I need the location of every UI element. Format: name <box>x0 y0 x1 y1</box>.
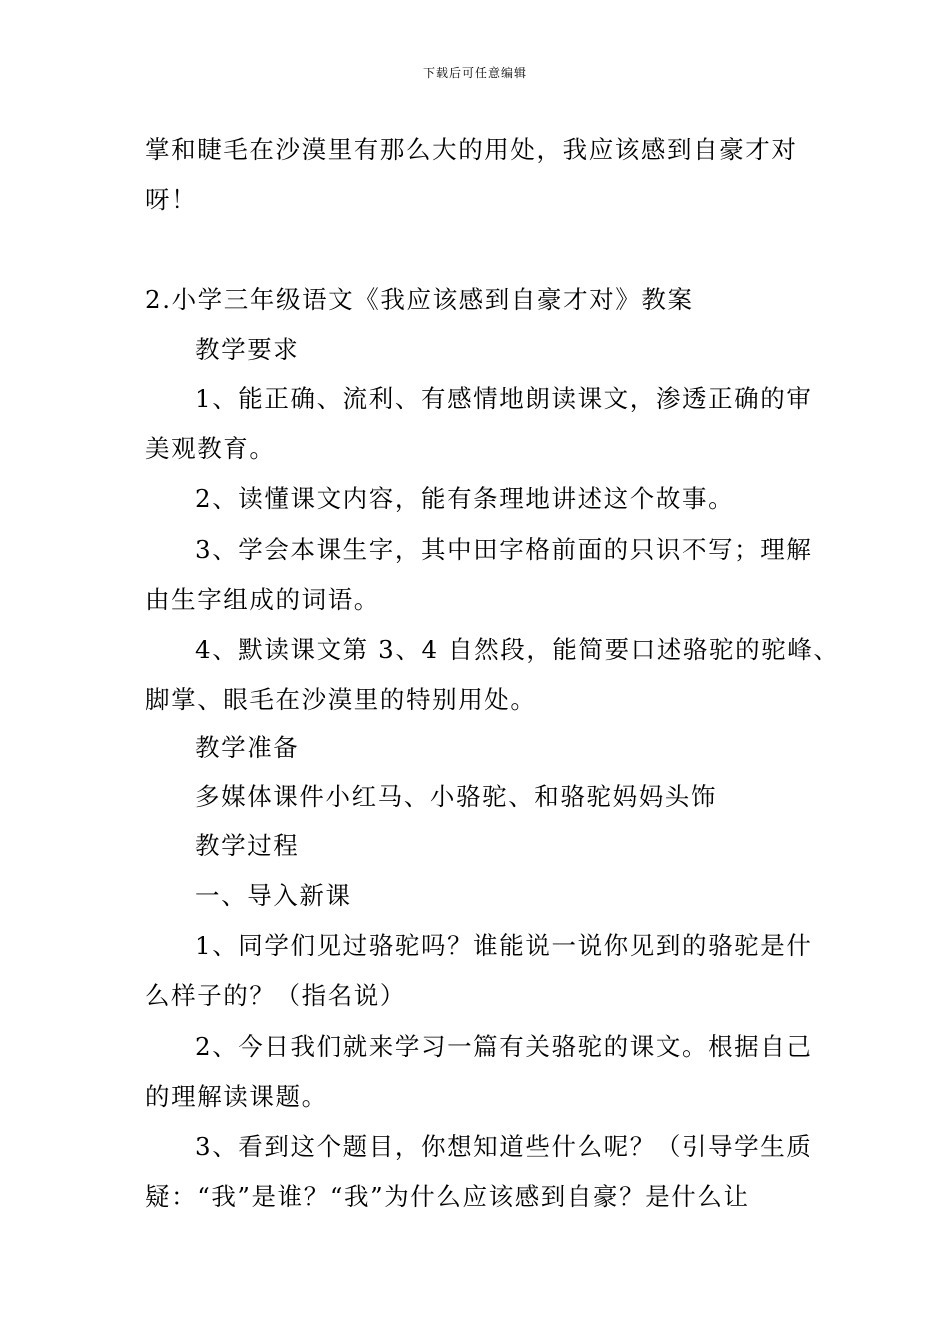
text-line: 由生字组成的词语。 <box>145 585 380 614</box>
text-line: 的理解读课题。 <box>145 1082 328 1111</box>
text-line: 美观教育。 <box>145 434 276 463</box>
page-header: 下载后可任意编辑 <box>422 66 527 80</box>
text-line: 3、学会本课生字，其中田字格前面的只识不写；理解 <box>195 535 813 564</box>
text-line: 么样子的？（指名说） <box>145 981 406 1010</box>
subheading: 教学要求 <box>195 335 300 364</box>
text-line: 4、默读课文第 3、4 自然段，能简要口述骆驼的驼峰、 <box>195 635 840 664</box>
subheading: 教学准备 <box>195 733 300 762</box>
text-line: 1、同学们见过骆驼吗？谁能说一说你见到的骆驼是什 <box>195 931 813 960</box>
text-line: 呀！ <box>145 185 198 214</box>
section-title: 2.小学三年级语文《我应该感到自豪才对》教案 <box>145 285 694 314</box>
text-line: 3、看到这个题目，你想知道些什么呢？（引导学生质 <box>195 1132 813 1161</box>
text-line: 脚掌、眼毛在沙漠里的特别用处。 <box>145 685 537 714</box>
text-line: 掌和睫毛在沙漠里有那么大的用处，我应该感到自豪才对 <box>145 135 798 164</box>
subheading: 一、导入新课 <box>195 881 352 910</box>
subheading: 教学过程 <box>195 831 300 860</box>
text-line: 疑：“我”是谁？“我”为什么应该感到自豪？是什么让 <box>145 1182 750 1211</box>
text-line: 多媒体课件小红马、小骆驼、和骆驼妈妈头饰 <box>195 782 717 811</box>
text-line: 2、今日我们就来学习一篇有关骆驼的课文。根据自己 <box>195 1032 813 1061</box>
text-line: 1、能正确、流利、有感情地朗读课文，渗透正确的审 <box>195 384 813 413</box>
text-line: 2、读懂课文内容，能有条理地讲述这个故事。 <box>195 484 735 513</box>
